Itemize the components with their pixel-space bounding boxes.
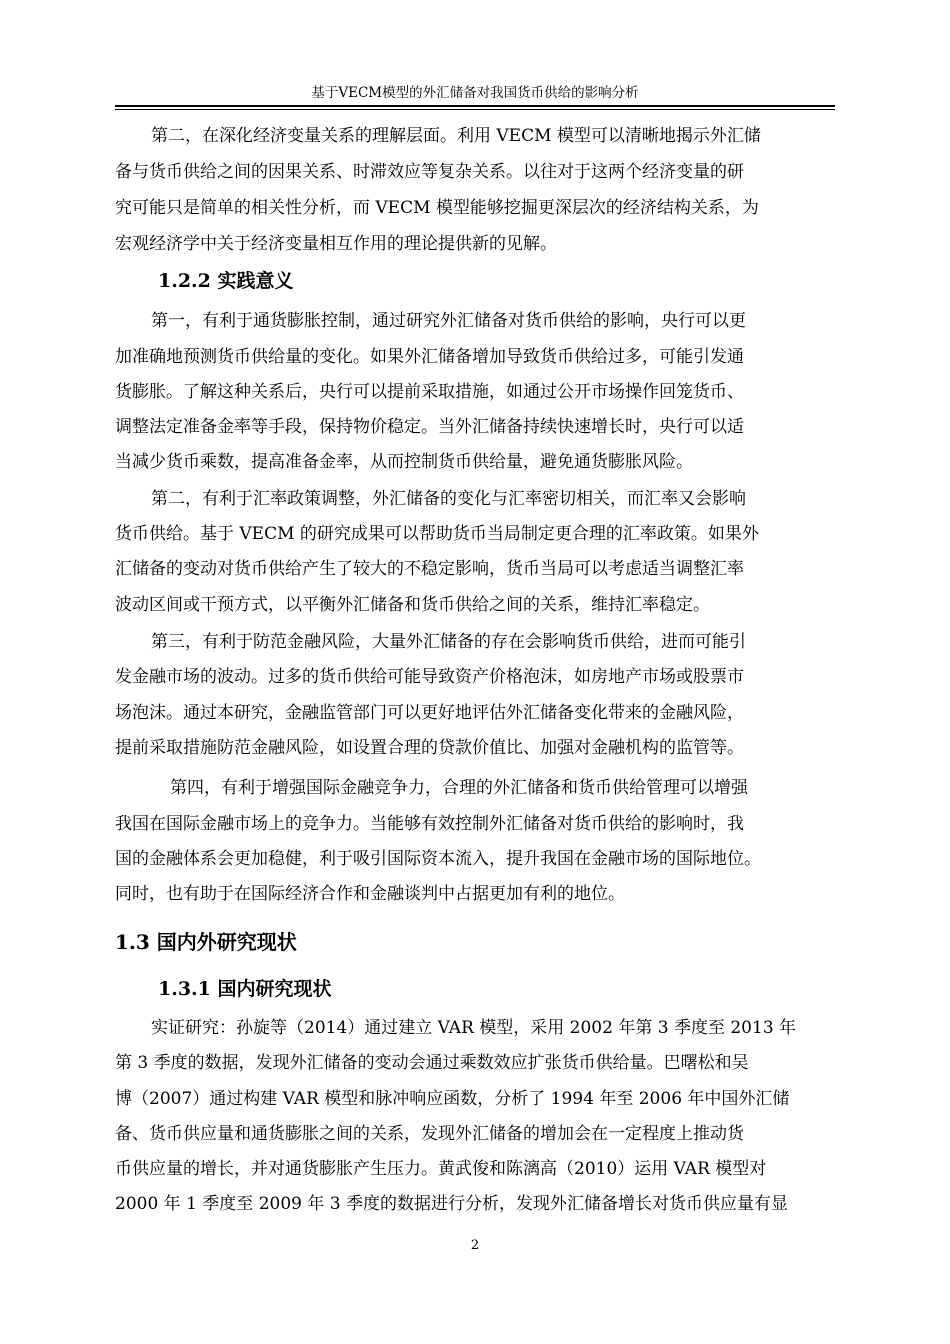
paragraph-line: 汇储备的变动对货币供给产生了较大的不稳定影响，货币当局可以考虑适当调整汇率 (115, 559, 744, 579)
paragraph-line: 国的金融体系会更加稳健，利于吸引国际资本流入，提升我国在金融市场的国际地位。 (115, 849, 761, 869)
paragraph-line: 第一，有利于通货膨胀控制，通过研究外汇储备对货币供给的影响，央行可以更 (151, 311, 746, 331)
paragraph-line: 第三，有利于防范金融风险，大量外汇储备的存在会影响货币供给，进而可能引 (151, 632, 746, 652)
paragraph-line: 当减少货币乘数，提高准备金率，从而控制货币供给量，避免通货膨胀风险。 (115, 452, 693, 472)
paragraph-line: 提前采取措施防范金融风险，如设置合理的贷款价值比、加强对金融机构的监管等。 (115, 738, 744, 758)
header-rule (115, 105, 835, 110)
paragraph-line: 货币供给。基于 VECM 的研究成果可以帮助货币当局制定更合理的汇率政策。如果外 (115, 524, 759, 544)
paragraph-line: 宏观经济学中关于经济变量相互作用的理论提供新的见解。 (115, 234, 557, 254)
paragraph-line: 究可能只是简单的相关性分析，而 VECM 模型能够挖掘更深层次的经济结构关系，为 (115, 198, 759, 218)
paragraph-line: 第四，有利于增强国际金融竞争力，合理的外汇储备和货币供给管理可以增强 (170, 778, 748, 798)
paragraph-line: 场泡沫。通过本研究，金融监管部门可以更好地评估外汇储备变化带来的金融风险， (115, 703, 744, 723)
paragraph-line: 货膨胀。了解这种关系后，央行可以提前采取措施，如通过公开市场操作回笼货币、 (115, 382, 744, 402)
paragraph-line: 同时，也有助于在国际经济合作和金融谈判中占据更加有利的地位。 (115, 884, 625, 904)
section-heading-1-3-1: 1.3.1 国内研究现状 (158, 978, 332, 1000)
paragraph-line: 加准确地预测货币供给量的变化。如果外汇储备增加导致货币供给过多，可能引发通 (115, 347, 744, 367)
paragraph-line: 2000 年 1 季度至 2009 年 3 季度的数据进行分析，发现外汇储备增长对货币供应量有显 (115, 1194, 788, 1214)
paragraph-line: 发金融市场的波动。过多的货币供给可能导致资产价格泡沫，如房地产市场或股票市 (115, 667, 744, 687)
page-number: 2 (470, 1238, 480, 1253)
paragraph-line: 调整法定准备金率等手段，保持物价稳定。当外汇储备持续快速增长时，央行可以适 (115, 417, 744, 437)
paragraph-line: 波动区间或干预方式，以平衡外汇储备和货币供给之间的关系，维持汇率稳定。 (115, 595, 710, 615)
paragraph-line: 币供应量的增长，并对通货膨胀产生压力。黄武俊和陈漓高（2010）运用 VAR 模型对 (115, 1159, 767, 1179)
paragraph-line: 博（2007）通过构建 VAR 模型和脉冲响应函数，分析了 1994 年至 2006 年中国外汇储 (115, 1089, 790, 1109)
paragraph-line: 备、货币供应量和通货膨胀之间的关系，发现外汇储备的增加会在一定程度上推动货 (115, 1124, 744, 1144)
section-heading-1-3: 1.3 国内外研究现状 (115, 930, 297, 954)
section-heading-1-2-2: 1.2.2 实践意义 (158, 270, 294, 292)
paragraph-line: 备与货币供给之间的因果关系、时滞效应等复杂关系。以往对于这两个经济变量的研 (115, 162, 744, 182)
paragraph-line: 第 3 季度的数据，发现外汇储备的变动会通过乘数效应扩张货币供给量。巴曙松和吴 (115, 1053, 749, 1073)
paragraph-line: 第二，有利于汇率政策调整，外汇储备的变化与汇率密切相关，而汇率又会影响 (151, 489, 746, 509)
paragraph-line: 我国在国际金融市场上的竞争力。当能够有效控制外汇储备对货币供给的影响时，我 (115, 814, 744, 834)
running-header: 基于VECM模型的外汇储备对我国货币供给的影响分析 (311, 85, 639, 101)
paragraph-line: 实证研究：孙旋等（2014）通过建立 VAR 模型，采用 2002 年第 3 季度至 2013 年 (151, 1018, 797, 1038)
paragraph-line: 第二，在深化经济变量关系的理解层面。利用 VECM 模型可以清晰地揭示外汇储 (151, 126, 761, 146)
